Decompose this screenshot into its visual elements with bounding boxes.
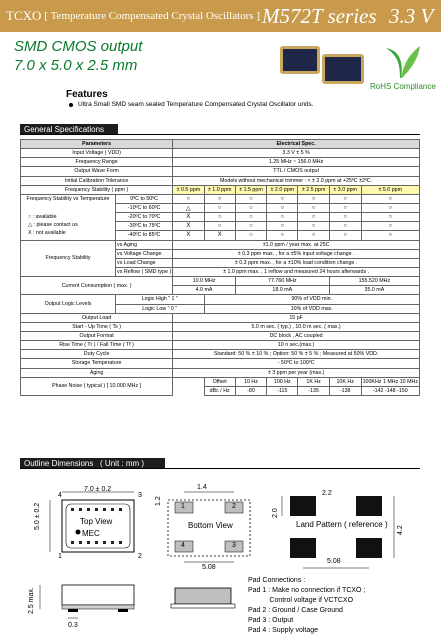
bullet-icon — [69, 103, 73, 107]
product-image-2 — [322, 54, 364, 84]
bottom-view-label: Bottom View — [188, 521, 233, 530]
avail-mark: ○ — [173, 194, 204, 203]
avail-mark: ○ — [298, 213, 329, 222]
series-label: M572T series — [262, 4, 377, 28]
pad-2-desc: Pad 2 : Ground / Case Ground — [248, 607, 343, 614]
avail-mark: △ — [173, 203, 204, 212]
category-label: [ Temperature Compensated Crystal Oscillators ] — [44, 10, 260, 22]
avail-mark: X — [173, 231, 204, 240]
stab-header: ± 5.0 ppm — [361, 185, 419, 194]
legend-available: ○ : available — [28, 213, 57, 220]
offset-value: 100 Hz — [267, 377, 298, 386]
avail-mark: ○ — [329, 213, 361, 222]
param-value: DC block , AC coupled — [173, 331, 420, 340]
stab-header: ± 1.5 ppm — [235, 185, 266, 194]
temp-range: -20ºC to 70ºC — [116, 213, 173, 222]
param-label: Initial Calibration Tolerance — [21, 176, 173, 185]
avail-mark: ○ — [267, 213, 298, 222]
param-label: Input Voltage ( VDD) — [21, 149, 173, 158]
noise-value: -138 — [329, 386, 361, 395]
avail-mark: ○ — [204, 222, 235, 231]
param-value: 10 n sec.(max.) — [173, 341, 420, 350]
temp-stab-cell — [21, 194, 116, 240]
outline-title: Outline Dimensions — [24, 459, 94, 468]
param-label: Frequency Range — [21, 158, 173, 167]
temp-range: -40ºC to 85ºC — [116, 231, 173, 240]
pad-3-desc: Pad 3 : Output — [248, 617, 294, 624]
avail-mark: ○ — [267, 203, 298, 212]
current-value: 35.0 mA — [329, 286, 419, 295]
param-label: Storage Temperature — [21, 359, 173, 368]
current-freq: 10.0 MHz — [173, 277, 236, 286]
avail-mark: ○ — [361, 222, 419, 231]
param-value: 15 pF — [173, 313, 420, 322]
avail-mark: ○ — [235, 194, 266, 203]
freq-stab-label: Frequency Stability — [21, 240, 116, 277]
offset-value: 10 Hz — [235, 377, 266, 386]
param-label: Output Load — [21, 313, 173, 322]
dim-5-08-bottom: 5.08 — [202, 564, 216, 571]
header-bar — [0, 0, 441, 32]
param-label: Rise Time ( Tr ) / Fall Time ( Tf ) — [21, 341, 173, 350]
avail-mark: ○ — [329, 231, 361, 240]
dim-height: 5.0 ± 0.2 — [34, 502, 41, 530]
avail-mark: ○ — [204, 213, 235, 222]
bottom-pad-4-label: 4 — [181, 542, 185, 549]
param-label: Frequency Stability ( ppm ) — [21, 185, 173, 194]
features-title: Features — [66, 89, 108, 100]
avail-mark: ○ — [298, 222, 329, 231]
voltage-label: 3.3 V — [389, 4, 434, 28]
stab-key: vs Reflow ( SMD type ) — [117, 269, 172, 276]
pin-4-label: 4 — [58, 492, 62, 499]
param-label: Output Format — [21, 331, 173, 340]
noise-value: -135 — [298, 386, 329, 395]
logic-high-value: 90% of VDD min. — [204, 295, 419, 304]
stab-value: ± 0.3 ppm max. , for a ±10% load condition change . — [173, 258, 420, 267]
current-value: 4.0 mA — [173, 286, 236, 295]
temp-range: -10ºC to 60ºC — [116, 203, 173, 212]
stab-header: ± 2.0 ppm — [267, 185, 298, 194]
spec-section-title: General Specifications — [20, 124, 118, 135]
avail-mark: ○ — [267, 231, 298, 240]
logic-label: Output Logic Levels — [21, 295, 116, 313]
avail-mark: ○ — [329, 203, 361, 212]
avail-mark: ○ — [204, 203, 235, 212]
param-label: Duty Cycle — [21, 350, 173, 359]
noise-value: -148 — [384, 387, 396, 394]
brand-label: TCXO — [6, 8, 42, 23]
stab-header: ± 3.0 ppm — [329, 185, 361, 194]
product-image-1 — [280, 46, 320, 74]
avail-mark: X — [173, 222, 204, 231]
param-value: Standard: 50 % ± 10 % ; Option: 50 % ± 5 % ; Measured at 50% VDD. — [173, 350, 420, 359]
avail-mark: ○ — [361, 213, 419, 222]
bottom-pad-3-label: 3 — [232, 542, 236, 549]
offset-value: 1 MHz — [382, 378, 399, 385]
avail-mark: ○ — [267, 222, 298, 231]
subtitle-output: SMD CMOS output — [14, 38, 143, 55]
param-value: 1.25 MHz ~ 156.0 MHz — [173, 158, 420, 167]
stab-value: ± 0.3 ppm max. , for a ±5% input voltage change . — [173, 249, 420, 258]
pad-1-desc: Pad 1 : Make no connection if TCXO ; — [248, 587, 366, 594]
col-spec: Electrical Spec. — [173, 140, 420, 149]
current-freq: 155.520 MHz — [329, 277, 419, 286]
outline-drawing — [0, 468, 441, 637]
avail-mark: ○ — [235, 231, 266, 240]
offset-label: Offset — [204, 377, 235, 386]
stab-value: ±1.0 ppm / year max. at 25C — [173, 240, 420, 249]
dim-width: 7.0 ± 0.2 — [84, 486, 112, 493]
dim-5-08-land: 5.08 — [327, 558, 341, 565]
offset-pair — [361, 377, 419, 386]
stab-header: ± 2.5 ppm — [298, 185, 329, 194]
param-label: Aging — [21, 368, 173, 377]
avail-mark: ○ — [361, 194, 419, 203]
avail-mark: ○ — [298, 194, 329, 203]
logic-low-value: 10% of VDD max. — [204, 304, 419, 313]
temp-range: 0ºC to 50ºC — [116, 194, 173, 203]
stab-value: ± 1.0 ppm max. , 1 reflow and measured 24 hours afterwards . — [173, 267, 420, 276]
bottom-pad-1-label: 1 — [181, 503, 185, 510]
current-value: 18.0 mA — [235, 286, 329, 295]
logic-low-key: Logic Low " 0 " — [116, 304, 204, 313]
offset-value: 10 MHz — [399, 378, 418, 385]
col-param: Parameters — [21, 140, 173, 149]
param-value: TTL / CMOS output — [173, 167, 420, 176]
rohs-label: RoHS Compliance — [370, 82, 436, 91]
noise-pair — [361, 386, 419, 395]
avail-mark: ○ — [235, 222, 266, 231]
land-pattern-label: Land Pattern ( reference ) — [296, 520, 388, 529]
legend-not-available: X : not available — [28, 229, 66, 236]
dim-1-2: 1.2 — [155, 496, 162, 506]
bottom-pad-2-label: 2 — [232, 503, 236, 510]
offset-value: 100KHz — [362, 378, 382, 385]
dim-2-5-max: 2.5 max. — [28, 587, 35, 614]
current-label: Current Consumption ( max. ) — [21, 277, 173, 295]
subtitle-size: 7.0 x 5.0 x 2.5 mm — [14, 57, 138, 74]
rohs-leaf-icon — [378, 42, 424, 80]
noise-value: -142 — [372, 387, 384, 394]
avail-mark: ○ — [235, 213, 266, 222]
noise-value: -115 — [267, 386, 298, 395]
avail-mark: ○ — [204, 194, 235, 203]
pin-3-label: 3 — [138, 492, 142, 499]
dbc-label: dBc / Hz — [204, 386, 235, 395]
avail-mark: X — [204, 231, 235, 240]
pin-1-label: 1 — [58, 553, 62, 560]
temp-range: -30ºC to 75ºC — [116, 222, 173, 231]
spec-table — [20, 139, 420, 396]
param-value: - 50ºC to 100ºC — [173, 359, 420, 368]
dim-1-4: 1.4 — [197, 484, 207, 491]
param-value: 3.3 V ± 5 % — [173, 149, 420, 158]
noise-value: -150 — [397, 387, 408, 394]
logic-high-key: Logic High " 1 " — [116, 295, 204, 304]
stab-key: vs Aging — [116, 240, 173, 249]
avail-mark: X — [173, 213, 204, 222]
avail-mark: ○ — [329, 194, 361, 203]
pad-1-desc-2: Control voltage if VCTCXO — [248, 597, 354, 604]
features-item: Ultra Small SMD seam sealed Temperature Compensated Crystal Oscillator units. — [78, 101, 314, 108]
avail-mark: ○ — [235, 203, 266, 212]
stab-header: ± 0.5 ppm — [173, 185, 204, 194]
avail-mark: ○ — [267, 194, 298, 203]
stab-key: vs Load Change — [116, 258, 173, 267]
param-value: 5.0 m sec. ( typ.) , 10.0 m sec. ( max.) — [173, 322, 420, 331]
param-value: Models without mechanical trimmer : < ± 2.0 ppm at +25ºC ±2ºC. — [173, 176, 420, 185]
pin-2-label: 2 — [138, 553, 142, 560]
avail-mark: ○ — [329, 222, 361, 231]
param-label: Output Wave Form — [21, 167, 173, 176]
param-label: Start - Up Time ( Ts ) — [21, 322, 173, 331]
noise-value: -80 — [235, 386, 266, 395]
top-view-label: Top View — [80, 517, 113, 526]
current-freq: 77.760 MHz — [235, 277, 329, 286]
pad-connections-title: Pad Connections : — [248, 577, 306, 584]
temp-stab-label: Frequency Stability vs Temperature — [26, 195, 110, 202]
dim-4-2: 4.2 — [397, 525, 404, 535]
avail-mark: ○ — [298, 231, 329, 240]
outline-unit: ( Unit : mm ) — [100, 459, 145, 468]
dim-2-0: 2.0 — [272, 508, 279, 518]
avail-mark: ○ — [298, 203, 329, 212]
phase-noise-label: Phase Noise ( typical ) [ 10.000 MHz ] — [21, 377, 173, 395]
dim-0-3: 0.3 — [68, 622, 78, 629]
offset-value: 10K Hz — [329, 377, 361, 386]
param-value: ± 3 ppm per year (max.) — [173, 368, 420, 377]
spec-section-line — [20, 134, 420, 135]
mec-label: MEC — [82, 529, 100, 538]
pad-4-desc: Pad 4 : Supply voltage — [248, 627, 319, 634]
avail-mark: ○ — [361, 231, 419, 240]
offset-value: 1K Hz — [298, 377, 329, 386]
legend-contact: △ : please contact us — [28, 221, 78, 228]
stab-key: vs Voltage Change — [116, 249, 173, 258]
avail-mark: ○ — [361, 203, 419, 212]
dim-2-2: 2.2 — [322, 490, 332, 497]
stab-header: ± 1.0 ppm — [204, 185, 235, 194]
